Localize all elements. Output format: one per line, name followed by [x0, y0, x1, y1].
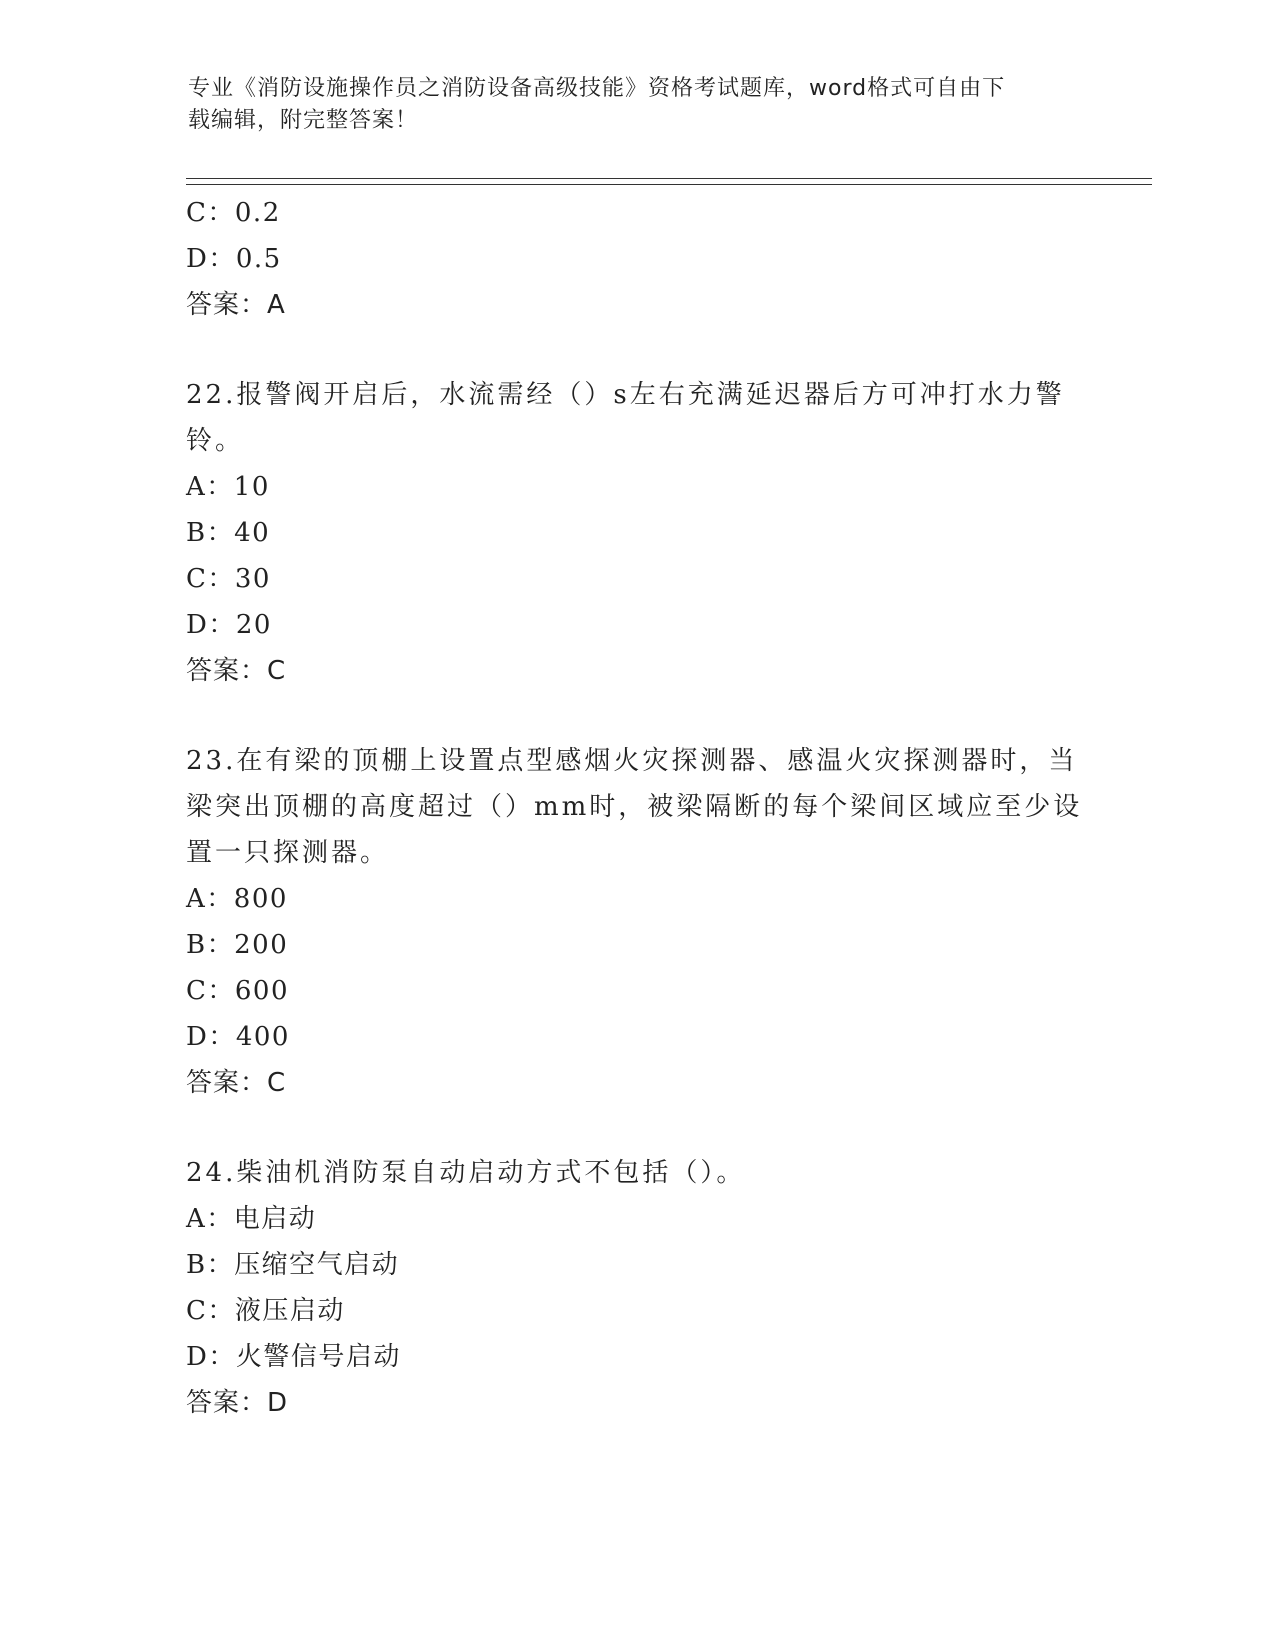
option-d: D：0.5 — [186, 244, 282, 274]
question-block-22 — [186, 372, 1086, 694]
question-text-line: 23.在有梁的顶棚上设置点型感烟火灾探测器、感温火灾探测器时，当 — [186, 746, 1078, 776]
question-text — [186, 738, 1086, 876]
option-d: D：400 — [186, 1022, 290, 1052]
question-list — [186, 190, 1086, 1426]
question-text-line: 铃。 — [186, 426, 245, 456]
question-text-line: 22.报警阀开启后，水流需经（）s左右充满延迟器后方可冲打水力警 — [186, 380, 1065, 410]
question-text-line: 24.柴油机消防泵自动启动方式不包括（）。 — [186, 1158, 746, 1188]
header-line-2: 载编辑，附完整答案！ — [188, 108, 419, 133]
question-text-line: 梁突出顶棚的高度超过（）mm时，被梁隔断的每个梁间区域应至少设 — [186, 792, 1083, 822]
option-b: B：200 — [186, 930, 289, 960]
question-block-23 — [186, 738, 1086, 1106]
option-b: B：压缩空气启动 — [186, 1250, 400, 1280]
option-a: A：800 — [186, 884, 288, 914]
option-c: C：600 — [186, 976, 290, 1006]
answer-line: 答案：C — [186, 1068, 287, 1098]
header-divider — [186, 178, 1152, 185]
option-c: C：30 — [186, 564, 271, 594]
option-b: B：40 — [186, 518, 271, 548]
option-a: A：10 — [186, 472, 270, 502]
answer-line: 答案：A — [186, 290, 286, 320]
answer-line: 答案：C — [186, 656, 287, 686]
option-a: A：电启动 — [186, 1204, 317, 1234]
question-text-line: 置一只探测器。 — [186, 838, 390, 868]
question-block-21-partial — [186, 190, 1086, 328]
option-c: C：液压启动 — [186, 1296, 345, 1326]
answer-line: 答案：D — [186, 1388, 289, 1418]
question-text — [186, 1150, 1086, 1196]
question-text — [186, 372, 1086, 464]
header-line-1: 专业《消防设施操作员之消防设备高级技能》资格考试题库，word格式可自由下 — [188, 76, 1006, 101]
question-block-24 — [186, 1150, 1086, 1426]
document-header — [188, 73, 1088, 137]
option-d: D：20 — [186, 610, 272, 640]
option-d: D：火警信号启动 — [186, 1342, 401, 1372]
option-c: C：0.2 — [186, 198, 281, 228]
